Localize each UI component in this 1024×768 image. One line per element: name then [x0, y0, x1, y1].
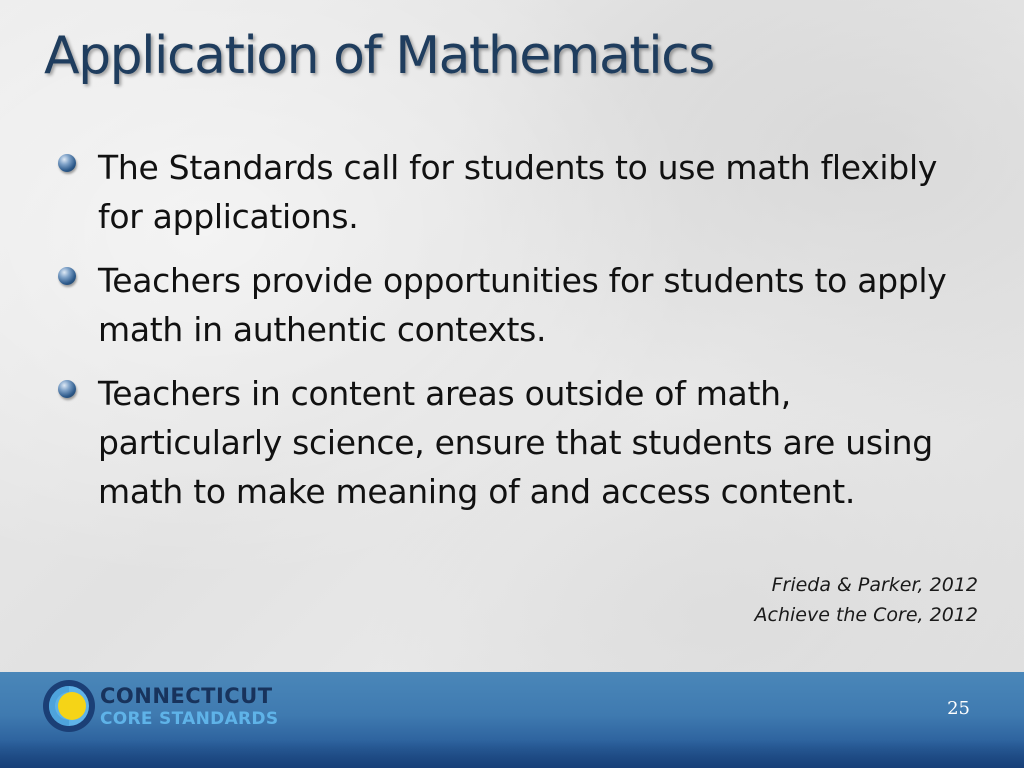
bullet-item [58, 369, 958, 516]
logo-line1: CONNECTICUT [100, 684, 273, 708]
logo-line2: CORE STANDARDS [100, 709, 279, 729]
bullet-icon [58, 380, 76, 398]
connecticut-core-standards-logo [42, 678, 302, 740]
bullet-item [58, 143, 958, 241]
bullet-text: The Standards call for students to use math flexibly for applications. [98, 148, 938, 236]
bullet-text: Teachers provide opportunities for students to apply math in authentic contexts. [98, 261, 947, 349]
footer-band [0, 740, 1024, 768]
footer-bar [0, 672, 1024, 768]
bullet-icon [58, 267, 76, 285]
page-number: 25 [947, 698, 970, 719]
citation: Frieda & Parker, 2012 [771, 574, 978, 596]
bullet-item [58, 256, 958, 354]
citation: Achieve the Core, 2012 [754, 604, 978, 626]
logo-mark-icon [42, 679, 96, 733]
bullet-icon [58, 154, 76, 172]
bullet-text: Teachers in content areas outside of math, particularly science, ensure that students are using math to make meaning of and access content. [98, 374, 933, 511]
bullet-list [58, 143, 958, 531]
slide-title: Application of Mathematics [44, 26, 714, 86]
citations [755, 570, 978, 630]
